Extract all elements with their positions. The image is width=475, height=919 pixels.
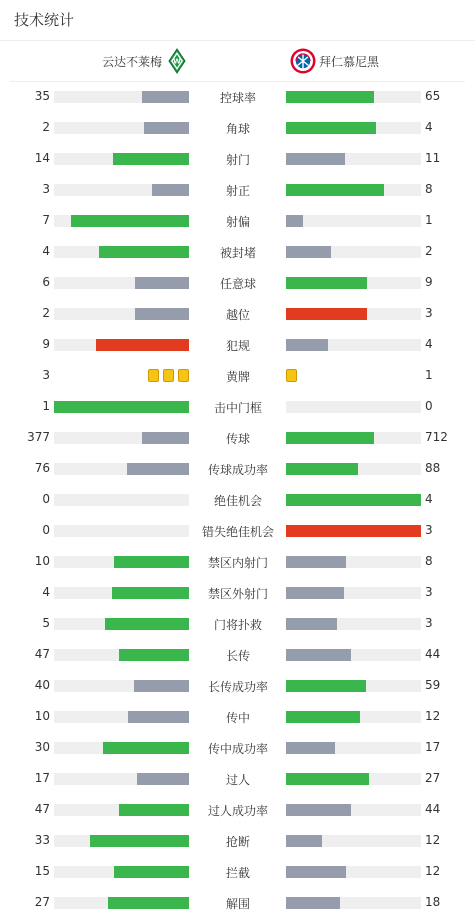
- away-stat-bar-fill: [286, 742, 335, 754]
- home-stat-bar: [54, 494, 189, 506]
- stat-label: 射偏: [225, 215, 250, 229]
- home-stat-value: 47: [34, 647, 50, 661]
- away-yellow-cards: [286, 369, 297, 382]
- away-stat-value: 4: [425, 120, 433, 134]
- home-stat-value: 33: [34, 833, 50, 847]
- stat-row: [0, 237, 475, 268]
- away-stat-bar-fill: [286, 680, 366, 692]
- away-stat-bar: [286, 525, 421, 537]
- away-stat-bar: [286, 680, 421, 692]
- away-stat-value: 3: [425, 616, 433, 630]
- stat-label: 长传成功率: [207, 680, 268, 694]
- home-stat-bar-fill: [135, 308, 189, 320]
- away-stat-value: 4: [425, 492, 433, 506]
- away-stat-value: 4: [425, 337, 433, 351]
- stat-row: [0, 795, 475, 826]
- away-stat-bar: [286, 246, 421, 258]
- home-stat-value: 0: [42, 523, 50, 537]
- home-stat-bar: [54, 215, 189, 227]
- stat-row: [0, 299, 475, 330]
- home-stat-value: 6: [42, 275, 50, 289]
- stat-row: [0, 144, 475, 175]
- home-stat-bar-fill: [137, 773, 189, 785]
- away-stat-bar: [286, 401, 421, 413]
- away-stat-bar: [286, 866, 421, 878]
- home-stat-value: 47: [34, 802, 50, 816]
- stat-label: 传球: [225, 432, 250, 446]
- stat-label: 错失绝佳机会: [201, 525, 274, 539]
- away-stat-value: 17: [425, 740, 441, 754]
- away-stat-value: 0: [425, 399, 433, 413]
- away-stat-bar: [286, 742, 421, 754]
- home-stat-value: 40: [34, 678, 50, 692]
- away-stat-bar: [286, 556, 421, 568]
- away-stat-bar: [286, 649, 421, 661]
- home-stat-bar: [54, 680, 189, 692]
- away-stat-value: 1: [425, 368, 433, 382]
- home-stat-value: 35: [34, 89, 50, 103]
- away-stat-bar-fill: [286, 525, 421, 537]
- stat-label: 传球成功率: [207, 463, 268, 477]
- home-stat-bar: [54, 556, 189, 568]
- home-stat-bar: [54, 866, 189, 878]
- home-stat-value: 377: [27, 430, 50, 444]
- stat-row: [0, 423, 475, 454]
- away-stat-bar: [286, 587, 421, 599]
- home-stat-value: 3: [42, 182, 50, 196]
- away-stat-bar-fill: [286, 463, 358, 475]
- away-stat-bar-fill: [286, 432, 374, 444]
- home-stat-bar-fill: [99, 246, 189, 258]
- home-stat-bar: [54, 618, 189, 630]
- home-stat-value: 76: [34, 461, 50, 475]
- away-stat-value: 12: [425, 709, 441, 723]
- away-stat-bar-fill: [286, 897, 340, 909]
- away-stat-bar: [286, 215, 421, 227]
- stat-label: 过人成功率: [207, 804, 268, 818]
- home-stat-value: 14: [34, 151, 50, 165]
- away-stat-bar-fill: [286, 122, 376, 134]
- away-stat-bar-fill: [286, 215, 303, 227]
- home-stat-bar-fill: [152, 184, 189, 196]
- away-stat-value: 88: [425, 461, 441, 475]
- home-stat-bar-fill: [96, 339, 189, 351]
- stat-row: [0, 392, 475, 423]
- werder-bremen-crest-icon: [168, 48, 186, 74]
- home-stat-bar-fill: [127, 463, 190, 475]
- stat-row: [0, 113, 475, 144]
- home-stat-bar: [54, 122, 189, 134]
- home-stat-bar-fill: [108, 897, 189, 909]
- away-stat-bar-fill: [286, 587, 344, 599]
- stat-row: [0, 454, 475, 485]
- yellow-card-icon: [178, 369, 189, 382]
- stat-row: [0, 516, 475, 547]
- away-stat-bar-fill: [286, 91, 374, 103]
- away-stat-bar-fill: [286, 804, 351, 816]
- stats-list: [0, 82, 475, 919]
- home-stat-bar: [54, 246, 189, 258]
- away-stat-value: 44: [425, 802, 441, 816]
- home-stat-value: 4: [42, 585, 50, 599]
- away-stat-value: 2: [425, 244, 433, 258]
- away-stat-bar-fill: [286, 835, 322, 847]
- away-stat-value: 12: [425, 833, 441, 847]
- away-stat-bar-fill: [286, 494, 421, 506]
- home-stat-value: 27: [34, 895, 50, 909]
- home-stat-bar-fill: [119, 649, 189, 661]
- away-stat-bar: [286, 618, 421, 630]
- stat-row: [0, 671, 475, 702]
- home-stat-bar: [54, 91, 189, 103]
- home-stat-bar: [54, 277, 189, 289]
- team-header: [10, 41, 465, 82]
- home-yellow-cards: [148, 369, 189, 382]
- home-stat-bar-fill: [103, 742, 189, 754]
- home-stat-bar-fill: [142, 91, 189, 103]
- home-stat-value: 10: [34, 554, 50, 568]
- home-stat-bar: [54, 742, 189, 754]
- home-stat-bar-fill: [135, 277, 189, 289]
- stat-label: 禁区内射门: [207, 556, 268, 570]
- away-stat-value: 59: [425, 678, 441, 692]
- home-stat-value: 0: [42, 492, 50, 506]
- stat-label: 黄牌: [225, 370, 250, 384]
- stat-label: 过人: [225, 773, 250, 787]
- home-stat-bar: [54, 463, 189, 475]
- stat-label: 击中门框: [213, 401, 262, 415]
- stat-row: [0, 206, 475, 237]
- home-stat-bar: [54, 308, 189, 320]
- stat-label: 任意球: [219, 277, 256, 291]
- home-stat-bar-fill: [71, 215, 189, 227]
- svg-text:W: W: [173, 57, 181, 66]
- home-stat-bar: [54, 835, 189, 847]
- home-stat-value: 2: [42, 120, 50, 134]
- away-stat-bar: [286, 835, 421, 847]
- stat-label: 越位: [225, 308, 250, 322]
- away-stat-bar-fill: [286, 866, 346, 878]
- away-stat-bar: [286, 494, 421, 506]
- home-stat-value: 30: [34, 740, 50, 754]
- home-stat-value: 2: [42, 306, 50, 320]
- home-stat-bar: [54, 773, 189, 785]
- away-stat-value: 12: [425, 864, 441, 878]
- away-stat-bar: [286, 184, 421, 196]
- stat-label: 解围: [225, 897, 250, 911]
- stat-label: 犯规: [225, 339, 250, 353]
- stat-label: 传中: [225, 711, 250, 725]
- home-stat-bar: [54, 649, 189, 661]
- home-stat-value: 15: [34, 864, 50, 878]
- yellow-card-icon: [163, 369, 174, 382]
- home-stat-bar: [54, 153, 189, 165]
- stat-label: 拦截: [225, 866, 250, 880]
- home-stat-value: 5: [42, 616, 50, 630]
- away-stat-bar-fill: [286, 618, 337, 630]
- home-stat-bar: [54, 897, 189, 909]
- home-stat-bar: [54, 432, 189, 444]
- away-stat-value: 9: [425, 275, 433, 289]
- away-stat-bar-fill: [286, 711, 360, 723]
- away-stat-bar-fill: [286, 277, 367, 289]
- away-stat-value: 3: [425, 306, 433, 320]
- stat-label: 抢断: [225, 835, 250, 849]
- away-stat-value: 44: [425, 647, 441, 661]
- home-stat-value: 7: [42, 213, 50, 227]
- away-stat-value: 3: [425, 523, 433, 537]
- stat-row: [0, 764, 475, 795]
- away-stat-value: 3: [425, 585, 433, 599]
- page-title: 技术统计: [14, 11, 75, 29]
- home-stat-value: 17: [34, 771, 50, 785]
- stat-row: [0, 733, 475, 764]
- home-stat-value: 1: [42, 399, 50, 413]
- stat-row: [0, 609, 475, 640]
- away-stat-bar: [286, 277, 421, 289]
- home-stat-value: 10: [34, 709, 50, 723]
- away-stat-bar-fill: [286, 649, 351, 661]
- stat-row: [0, 702, 475, 733]
- stat-label: 射门: [225, 153, 250, 167]
- stat-label: 传中成功率: [207, 742, 268, 756]
- away-stat-bar-fill: [286, 339, 328, 351]
- away-stat-bar: [286, 432, 421, 444]
- home-stat-bar: [54, 587, 189, 599]
- away-stat-bar: [286, 463, 421, 475]
- home-stat-value: 4: [42, 244, 50, 258]
- away-stat-bar-fill: [286, 773, 369, 785]
- away-stat-bar: [286, 308, 421, 320]
- home-stat-bar-fill: [119, 804, 189, 816]
- home-stat-bar-fill: [144, 122, 189, 134]
- stat-row: [0, 857, 475, 888]
- away-stat-bar: [286, 122, 421, 134]
- stat-row: [0, 330, 475, 361]
- away-stat-bar-fill: [286, 246, 331, 258]
- away-stat-value: 8: [425, 554, 433, 568]
- home-stat-bar: [54, 804, 189, 816]
- stat-row: [0, 485, 475, 516]
- stat-label: 门将扑救: [213, 618, 262, 632]
- away-stat-value: 65: [425, 89, 441, 103]
- stat-label: 角球: [225, 122, 250, 136]
- stat-row: [0, 547, 475, 578]
- home-stat-bar-fill: [54, 401, 189, 413]
- home-stat-value: 9: [42, 337, 50, 351]
- away-stat-bar: [286, 91, 421, 103]
- stat-row: [0, 82, 475, 113]
- yellow-card-icon: [286, 369, 297, 382]
- away-stat-bar: [286, 773, 421, 785]
- away-stat-value: 712: [425, 430, 448, 444]
- away-stat-bar-fill: [286, 308, 367, 320]
- away-stat-bar: [286, 804, 421, 816]
- away-stat-bar-fill: [286, 184, 384, 196]
- stat-row: [0, 640, 475, 671]
- away-stat-bar: [286, 153, 421, 165]
- away-stat-value: 27: [425, 771, 441, 785]
- away-stat-value: 8: [425, 182, 433, 196]
- home-stat-bar-fill: [105, 618, 189, 630]
- stat-label: 长传: [225, 649, 250, 663]
- away-team-name: 拜仁慕尼黑: [319, 55, 380, 69]
- home-stat-bar-fill: [134, 680, 189, 692]
- stat-label: 控球率: [219, 91, 256, 105]
- away-stat-value: 1: [425, 213, 433, 227]
- yellow-card-icon: [148, 369, 159, 382]
- home-stat-bar: [54, 711, 189, 723]
- stat-label: 射正: [225, 184, 250, 198]
- stat-row: [0, 888, 475, 919]
- away-stat-bar: [286, 711, 421, 723]
- stat-row: [0, 578, 475, 609]
- away-stat-value: 18: [425, 895, 441, 909]
- home-stat-bar: [54, 401, 189, 413]
- home-stat-bar-fill: [128, 711, 189, 723]
- home-stat-bar-fill: [114, 556, 189, 568]
- away-stat-bar: [286, 339, 421, 351]
- home-team-name: 云达不莱梅: [101, 55, 162, 69]
- home-stat-bar-fill: [90, 835, 189, 847]
- home-stat-bar-fill: [113, 153, 189, 165]
- home-stat-bar: [54, 339, 189, 351]
- away-stat-value: 11: [425, 151, 441, 165]
- stat-row: [0, 826, 475, 857]
- home-stat-bar-fill: [142, 432, 189, 444]
- home-stat-value: 3: [42, 368, 50, 382]
- stat-row: [0, 361, 475, 392]
- stat-label: 绝佳机会: [213, 494, 262, 508]
- away-stat-bar: [286, 897, 421, 909]
- stat-row: [0, 268, 475, 299]
- home-stat-bar-fill: [112, 587, 189, 599]
- away-stat-bar-fill: [286, 153, 345, 165]
- stat-label: 禁区外射门: [207, 587, 268, 601]
- stat-row: [0, 175, 475, 206]
- away-stat-bar-fill: [286, 556, 346, 568]
- home-stat-bar: [54, 525, 189, 537]
- home-stat-bar-fill: [114, 866, 189, 878]
- stat-label: 被封堵: [219, 246, 256, 260]
- home-stat-bar: [54, 184, 189, 196]
- bayern-munich-crest-icon: [290, 48, 316, 74]
